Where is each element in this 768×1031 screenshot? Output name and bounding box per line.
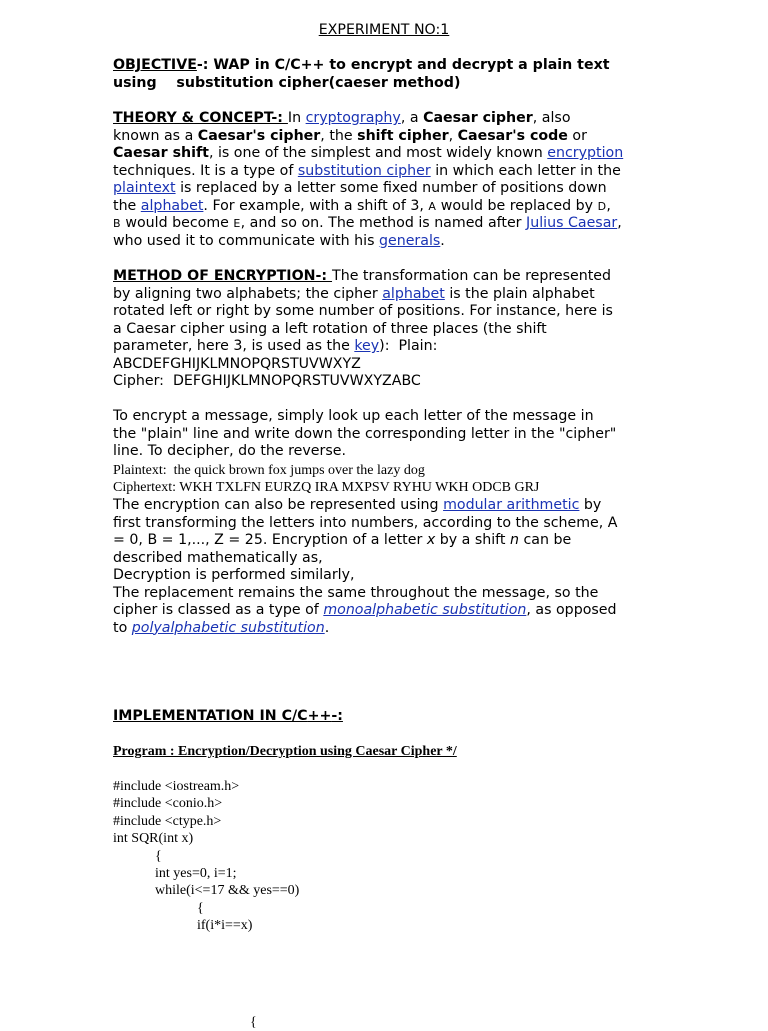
- link-generals[interactable]: generals: [378, 232, 441, 249]
- link-julius-caesar[interactable]: Julius Caesar: [526, 215, 618, 231]
- link-monoalphabetic[interactable]: monoalphabetic substitution: [323, 602, 527, 618]
- theory-section: THEORY & CONCEPT-: In cryptography, a Caesar cipher, also known as a Caesar's cipher, the shift cipher, Caesar's code or Caesar shift, is one of the simplest and most widely known encryption techniques. It is a type of substitution cipher in which each letter in the plaintext is replaced by a letter some fixed number of positions down the alphabet. For example, with a shift of 3, A would be replaced by D, B would become E, and so on. The method is named after Julius Caesar, who used it to communicate with his generals.: [113, 110, 624, 249]
- bottom-fragment: {: [250, 1015, 257, 1030]
- implementation-heading: IMPLEMENTATION IN C/C++-:: [113, 708, 343, 724]
- link-modular-arithmetic[interactable]: modular arithmetic: [443, 497, 580, 513]
- link-alphabet[interactable]: alphabet: [140, 197, 204, 214]
- code-listing: [113, 778, 299, 935]
- link-key[interactable]: key: [354, 338, 380, 354]
- link-alphabet-2[interactable]: alphabet: [382, 285, 445, 302]
- link-substitution-cipher[interactable]: substitution cipher: [297, 162, 431, 179]
- code-line: while(i<=17 && yes==0): [113, 883, 300, 899]
- example-section: [113, 462, 661, 497]
- cipher-alphabet: Cipher: DEFGHIJKLMNOPQRSTUVWXYZABC: [113, 373, 421, 389]
- code-line: #include <ctype.h>: [113, 813, 222, 829]
- code-line: #include <conio.h>: [113, 796, 223, 812]
- code-line: int SQR(int x): [113, 831, 194, 847]
- link-plaintext[interactable]: plaintext: [113, 180, 176, 196]
- plain-alphabet: ABCDEFGHIJKLMNOPQRSTUVWXYZ: [113, 355, 361, 372]
- code-line: if(i*i==x): [113, 918, 253, 934]
- code-line: {: [113, 848, 162, 864]
- link-polyalphabetic[interactable]: polyalphabetic substitution: [131, 619, 325, 636]
- program-heading: Program : Encryption/Decryption using Caesar Cipher */: [113, 744, 457, 759]
- encrypt-section: To encrypt a message, simply look up each letter of the message in the "plain" line and write down the corresponding letter in the "cipher" line. To decipher, do the reverse.: [113, 408, 617, 459]
- ciphertext-example: Ciphertext: WKH TXLFN EURZQ IRA MXPSV RYHU WKH ODCB GRJ: [113, 480, 540, 496]
- page-title: EXPERIMENT NO:1: [318, 22, 450, 38]
- plaintext-example: Plaintext: the quick brown fox jumps over the lazy dog: [113, 463, 425, 478]
- link-cryptography[interactable]: cryptography: [305, 110, 401, 126]
- objective-label: OBJECTIVE: [113, 57, 197, 73]
- code-line: #include <iostream.h>: [113, 779, 240, 794]
- code-line: {: [113, 900, 204, 916]
- modular-section: The encryption can also be represented using modular arithmetic by first transforming the letters into numbers, according to the scheme, A = 0, B = 1,..., Z = 25. Encryption of a letter x by a shift n can be described mathematically as, Decryption is performed similarly, The replacement remains the same throughout the message, so the cipher is classed as a type of monoalphabetic substitution, as opposed to polyalphabetic substitution.: [113, 497, 618, 636]
- method-label: METHOD OF ENCRYPTION-:: [113, 268, 333, 284]
- method-section: METHOD OF ENCRYPTION-: The transformation can be represented by aligning two alphabets; the cipher alphabet is the plain alphabet rotated left or right by some number of positions. For instance, here is a Caesar cipher using a left rotation of three places (the shift parameter, here 3, is used as the key): Plain: ABCDEFGHIJKLMNOPQRSTUVWXYZ Cipher: DEFGHIJKLMNOPQRSTUVWXYZABC: [113, 268, 661, 391]
- theory-label: THEORY & CONCEPT-:: [113, 110, 288, 126]
- link-encryption[interactable]: encryption: [547, 145, 624, 161]
- code-line: int yes=0, i=1;: [113, 865, 237, 881]
- objective-section: OBJECTIVE-: WAP in C/C++ to encrypt and decrypt a plain text using substitution cipher(caeser method): [113, 57, 610, 91]
